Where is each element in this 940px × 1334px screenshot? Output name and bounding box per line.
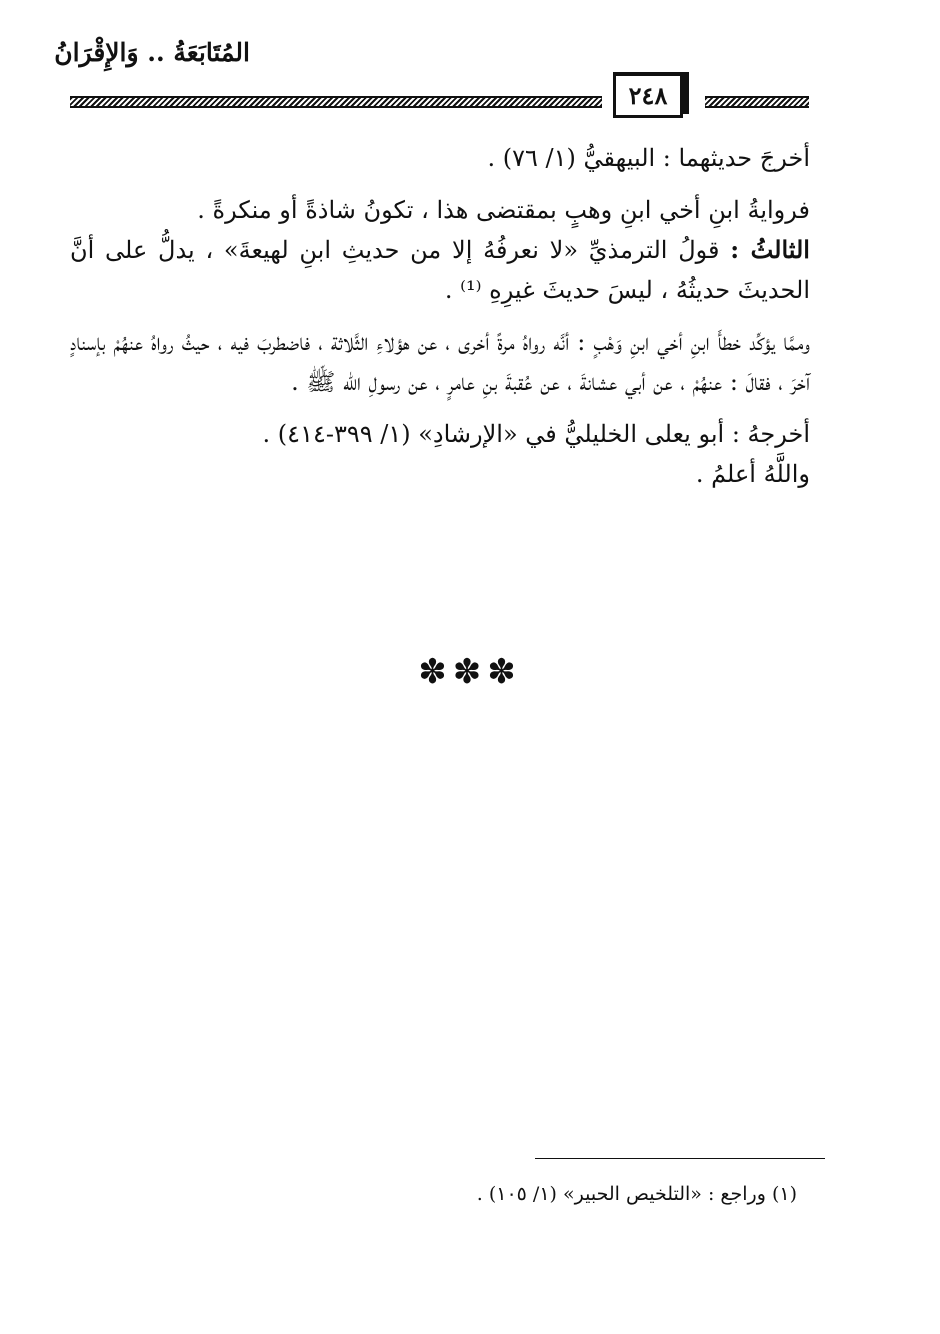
section-separator: ✽✽✽ (418, 652, 522, 692)
header-rule-right (705, 96, 809, 108)
third-label: الثالثُ : (730, 235, 810, 264)
paragraph-5: أخرجهُ : أبو يعلى الخليليُّ في «الإرشادِ» (١/ ٣٩٩-٤١٤) . (262, 420, 810, 448)
footnote-rule (535, 1158, 825, 1159)
body-text (70, 138, 810, 506)
header-rule-left (70, 96, 602, 108)
running-title: المُتَابَعَةُ .. وَالإِقْرَانُ (54, 38, 250, 67)
paragraph-3-text: قولُ الترمذيِّ «لا نعرفُهُ إلا من حديثِ ابنِ لهيعةَ» ، يدلُّ على أنَّ الحديثَ حديثُهُ ، ليسَ حديثَ غيرِهِ ⁽¹⁾ . (70, 236, 810, 304)
page-number: ٢٤٨ (613, 72, 683, 118)
paragraph-4: وممَّا يؤكِّد خطأَ ابنِ أخي ابنِ وَهْبٍ : أنَّه رواهُ مرةً أخرى ، عن هؤلاءِ الثَّلاثة ، فاضطربَ فيه ، حيثُ رواهُ عنهُمْ بإسنادٍ آخرَ ، فقالَ : عنهُمْ ، عن أبي عشانةَ ، عن عُقبةَ بنِ عامرٍ ، عن رسولِ الله ﷺ . (70, 328, 810, 396)
paragraph-2: فروايةُ ابنِ أخي ابنِ وهبٍ بمقتضى هذا ، تكونُ شاذةً أو منكرةً . (197, 196, 810, 224)
footnote: (١) وراجع : «التلخيص الحبير» (١/ ١٠٥) . (476, 1183, 797, 1205)
paragraph-6: واللَّهُ أعلمُ . (695, 460, 810, 488)
paragraph-1: أخرجَ حديثهما : البيهقيُّ (١/ ٧٦) . (487, 144, 810, 172)
paragraph-3 (70, 230, 810, 310)
